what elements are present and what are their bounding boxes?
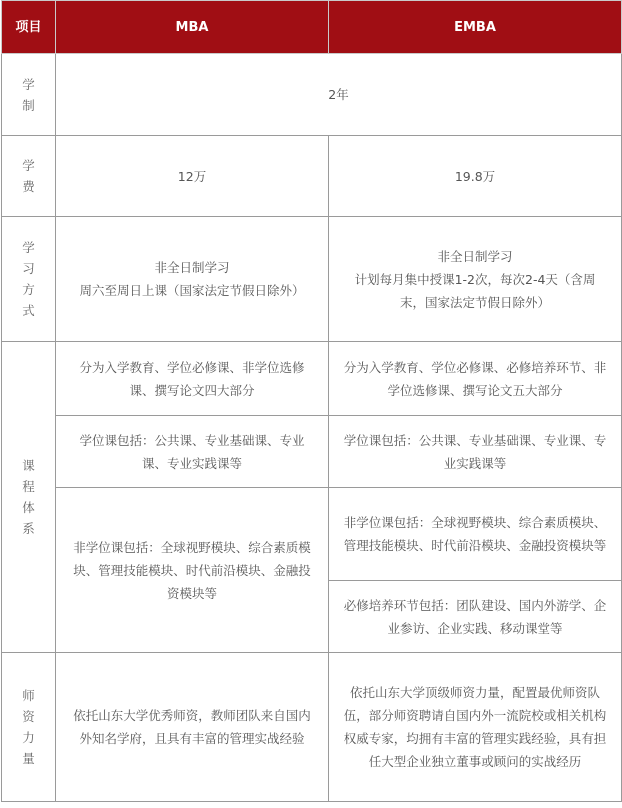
header-mba: MBA: [56, 1, 329, 54]
comparison-table-container: [1, 0, 621, 802]
row-label-curriculum: 课 程 体 系: [2, 342, 56, 653]
table-row-faculty: [2, 653, 622, 802]
table-row-duration: [2, 54, 622, 136]
curriculum-mba-non-degree-courses: 非学位课包括：全球视野模块、综合素质模块、管理技能模块、时代前沿模块、金融投资模块等: [56, 488, 329, 653]
mba-emba-comparison-table: [1, 0, 622, 802]
curriculum-mba-structure: 分为入学教育、学位必修课、非学位选修课、撰写论文四大部分: [56, 342, 329, 416]
row-label-duration: 学 制: [2, 54, 56, 136]
table-header-row: [2, 1, 622, 54]
faculty-mba: 依托山东大学优秀师资，教师团队来自国内外知名学府，且具有丰富的管理实战经验: [56, 653, 329, 802]
tuition-emba: 19.8万: [329, 136, 622, 217]
table-row-curriculum-2: [2, 416, 622, 488]
row-label-faculty: 师 资 力 量: [2, 653, 56, 802]
curriculum-mba-degree-courses: 学位课包括：公共课、专业基础课、专业课、专业实践课等: [56, 416, 329, 488]
duration-value: 2年: [56, 54, 622, 136]
curriculum-emba-non-degree-courses: 非学位课包括：全球视野模块、综合素质模块、管理技能模块、时代前沿模块、金融投资模块等: [329, 488, 622, 581]
row-label-tuition: 学 费: [2, 136, 56, 217]
study-mode-emba: 非全日制学习 计划每月集中授课1-2次，每次2-4天（含周末，国家法定节假日除外）: [329, 217, 622, 342]
header-item: 项目: [2, 1, 56, 54]
faculty-emba: 依托山东大学顶级师资力量，配置最优师资队伍，部分师资聘请自国内外一流院校或相关机构权威专家，均拥有丰富的管理实践经验，具有担任大型企业独立董事或顾问的实战经历: [329, 653, 622, 802]
table-row-curriculum-3: [2, 488, 622, 581]
tuition-mba: 12万: [56, 136, 329, 217]
study-mode-mba: 非全日制学习 周六至周日上课（国家法定节假日除外）: [56, 217, 329, 342]
table-row-curriculum-1: [2, 342, 622, 416]
header-emba: EMBA: [329, 1, 622, 54]
row-label-study-mode: 学 习 方 式: [2, 217, 56, 342]
table-row-tuition: [2, 136, 622, 217]
table-row-study-mode: [2, 217, 622, 342]
curriculum-emba-degree-courses: 学位课包括：公共课、专业基础课、专业课、专业实践课等: [329, 416, 622, 488]
curriculum-emba-required-training: 必修培养环节包括：团队建设、国内外游学、企业参访、企业实践、移动课堂等: [329, 581, 622, 653]
curriculum-emba-structure: 分为入学教育、学位必修课、必修培养环节、非学位选修课、撰写论文五大部分: [329, 342, 622, 416]
